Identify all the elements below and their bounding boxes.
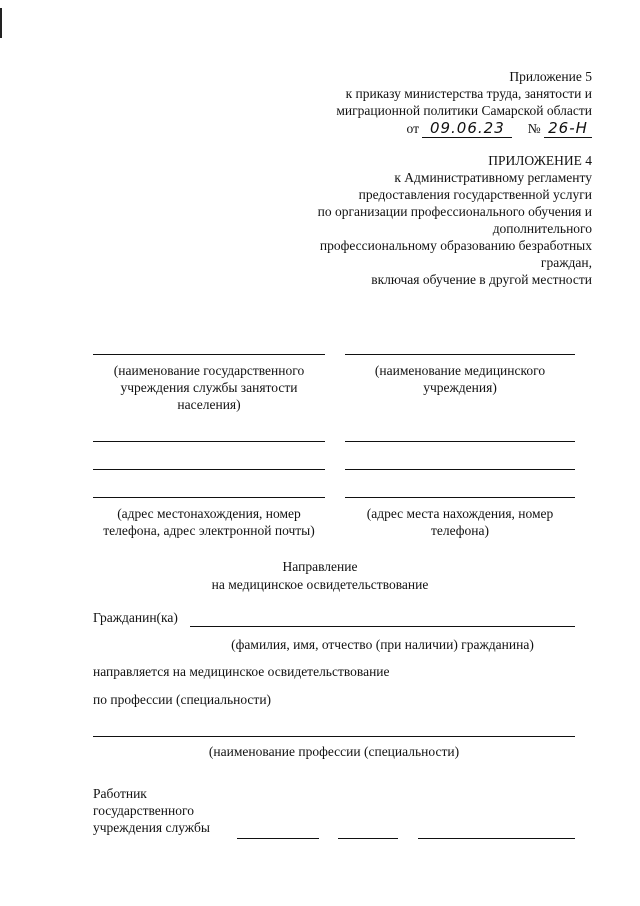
worker-signature-line bbox=[338, 838, 398, 839]
appendix-5-block bbox=[336, 68, 592, 138]
appendix-5-line2: миграционной политики Самарской области bbox=[336, 103, 592, 118]
institution-address-line-2 bbox=[93, 469, 325, 470]
appendix-5-line1: к приказу министерства труда, занятости и bbox=[345, 86, 592, 101]
from-label: от bbox=[406, 121, 419, 136]
worker-line: Работник bbox=[93, 786, 147, 801]
institution-name-line bbox=[93, 354, 325, 355]
appendix-4-block bbox=[318, 152, 592, 288]
worker-label bbox=[93, 785, 210, 836]
citizen-name-caption: (фамилия, имя, отчество (при наличии) гражданина) bbox=[231, 637, 534, 652]
citizen-name-line bbox=[190, 626, 575, 627]
directed-text: направляется на медицинское освидетельствование bbox=[93, 664, 390, 679]
medical-address-line-3 bbox=[345, 497, 575, 498]
institution-address-line-3 bbox=[93, 497, 325, 498]
order-date: 09.06.23 bbox=[429, 119, 505, 137]
page-edge-mark bbox=[0, 8, 2, 38]
profession-line bbox=[93, 736, 575, 737]
worker-line: учреждения службы bbox=[93, 820, 210, 835]
caption-line: (наименование государственного bbox=[113, 363, 305, 378]
medical-name-line bbox=[345, 354, 575, 355]
medical-address-caption bbox=[345, 505, 575, 539]
worker-position-line bbox=[237, 838, 319, 839]
appendix-4-line: дополнительного bbox=[492, 221, 592, 236]
institution-address-caption bbox=[85, 505, 333, 539]
order-date-field bbox=[422, 120, 512, 138]
caption-line: телефона, адрес электронной почты) bbox=[103, 523, 315, 538]
appendix-5-date-row bbox=[336, 120, 592, 138]
institution-address-line-1 bbox=[93, 441, 325, 442]
profession-label: по профессии (специальности) bbox=[93, 692, 272, 707]
caption-line: учреждения) bbox=[423, 380, 497, 395]
caption-line: (адрес местонахождения, номер bbox=[117, 506, 301, 521]
appendix-4-line: к Административному регламенту bbox=[394, 170, 592, 185]
order-number-field bbox=[544, 120, 592, 138]
caption-line: населения) bbox=[177, 397, 241, 412]
appendix-4-line: включая обучение в другой местности bbox=[371, 272, 592, 287]
caption-line: (адрес места нахождения, номер bbox=[366, 506, 554, 521]
medical-address-line-2 bbox=[345, 469, 575, 470]
document-heading bbox=[0, 558, 640, 594]
heading-line1: Направление bbox=[282, 559, 358, 574]
caption-line: (наименование медицинского bbox=[374, 363, 546, 378]
appendix-4-title: ПРИЛОЖЕНИЕ 4 bbox=[488, 153, 592, 168]
appendix-4-line: по организации профессионального обучения и bbox=[317, 204, 592, 219]
order-number: 26-Н bbox=[548, 119, 588, 137]
worker-name-line bbox=[418, 838, 575, 839]
number-label: № bbox=[527, 121, 541, 136]
appendix-4-line: граждан, bbox=[540, 255, 592, 270]
medical-name-caption bbox=[345, 362, 575, 396]
caption-line: телефона) bbox=[431, 523, 489, 538]
medical-address-line-1 bbox=[345, 441, 575, 442]
institution-name-caption bbox=[93, 362, 325, 413]
worker-line: государственного bbox=[93, 803, 194, 818]
appendix-4-line: предоставления государственной услуги bbox=[358, 187, 592, 202]
heading-line2: на медицинское освидетельствование bbox=[211, 577, 429, 592]
citizen-label: Гражданин(ка) bbox=[93, 610, 178, 625]
appendix-4-line: профессиональному образованию безработных bbox=[319, 238, 592, 253]
appendix-5-title: Приложение 5 bbox=[509, 69, 592, 84]
profession-caption: (наименование профессии (специальности) bbox=[208, 744, 460, 759]
caption-line: учреждения службы занятости bbox=[120, 380, 298, 395]
